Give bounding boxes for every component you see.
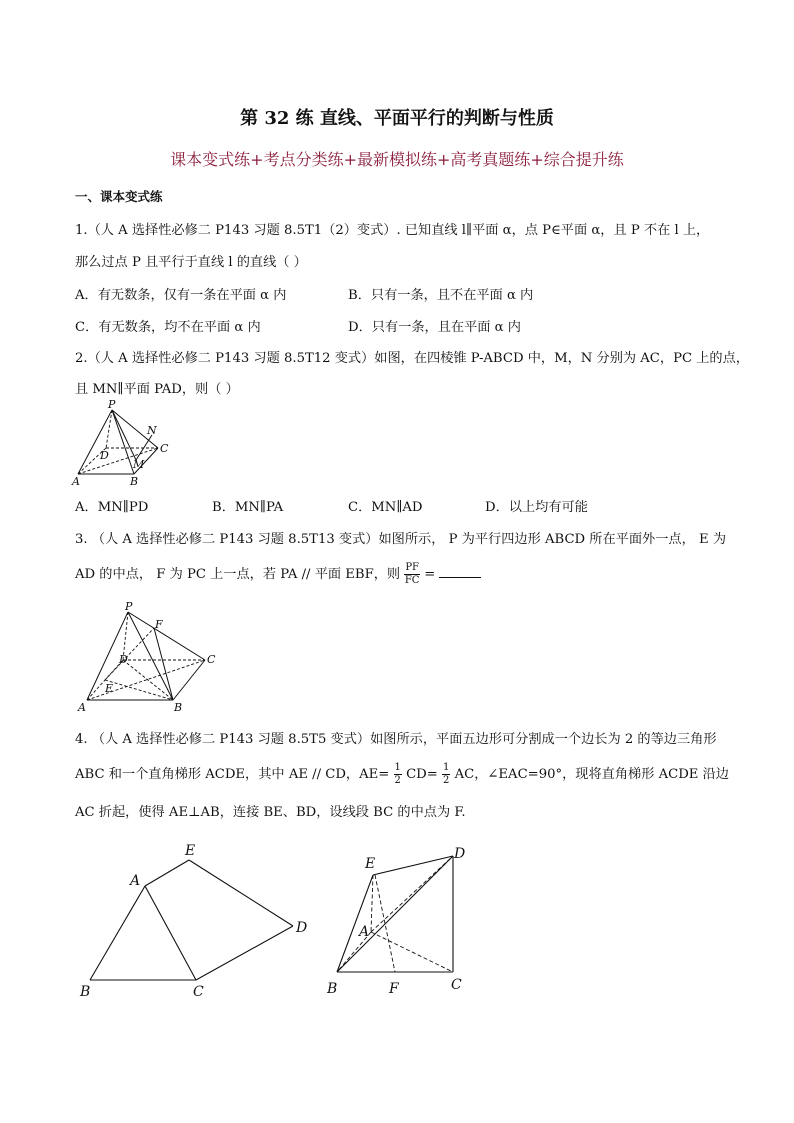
q4-fraction-2-denominator: 2 [443, 775, 450, 786]
q4-fraction-2 [442, 762, 450, 787]
q4-pentagon-figure [72, 838, 322, 1008]
q2-label-m: M [133, 458, 145, 471]
q4-fig2-label-c: C [451, 977, 462, 993]
q4-fig1-label-c: C [193, 984, 204, 1000]
q3-label-p: P [125, 600, 133, 613]
q1-option-d: D．只有一条，且在平面 α 内 [348, 320, 521, 335]
q3-label-f: F [155, 618, 163, 631]
q3-label-c: C [207, 653, 216, 666]
q2-option-a: A．MN∥PD [75, 500, 149, 515]
q4-fig2-label-e: E [365, 856, 376, 872]
q3-fraction [404, 562, 420, 587]
q2-label-n: N [147, 424, 157, 437]
q3-equals: = [424, 567, 436, 582]
q2-option-d: D．以上均有可能 [485, 500, 588, 515]
q3-label-e: E [105, 682, 114, 695]
q3-pyramid-figure [75, 600, 225, 715]
page-title: 第 32 练 直线、平面平行的判断与性质 [240, 108, 554, 129]
page-subtitle: 课本变式练+考点分类练+最新模拟练+高考真题练+综合提升练 [170, 150, 624, 169]
q2-label-p: P [108, 398, 116, 411]
q1-option-c: C．有无数条，均不在平面 α 内 [75, 320, 261, 335]
q4-fig1-label-d: D [296, 920, 308, 936]
q1-option-a: A．有无数条，仅有一条在平面 α 内 [75, 288, 287, 303]
q4-fig2-label-a: A [359, 924, 370, 940]
q2-option-c: C．MN∥AD [348, 500, 423, 515]
q2-label-a: A [72, 475, 80, 488]
q4-stem-line1: 4. （人 A 选择性必修二 P143 习题 8.5T5 变式）如图所示，平面五边形可分割成一个边长为 2 的等边三角形 [75, 732, 717, 747]
q2-stem-line1: 2.（人 A 选择性必修二 P143 习题 8.5T12 变式）如图，在四棱锥 P-ABCD 中，M，N 分别为 AC，PC 上的点， [75, 351, 749, 366]
q2-pyramid-figure [70, 398, 180, 488]
q3-label-b: B [174, 701, 183, 714]
q1-stem-line2: 那么过点 P 且平行于直线 l 的直线（ ） [75, 255, 307, 270]
q3-stem-line2 [75, 562, 481, 587]
q4-fraction-1-denominator: 2 [394, 775, 401, 786]
q4-folded-figure [325, 840, 485, 1010]
q2-option-b: B．MN∥PA [212, 500, 284, 515]
q4-fig2-label-f: F [389, 981, 399, 997]
q3-answer-blank[interactable] [439, 565, 481, 578]
q1-option-b: B．只有一条，且不在平面 α 内 [348, 288, 534, 303]
q4-fraction-2-numerator: 1 [443, 762, 450, 773]
q3-stem-line2-text: AD 的中点， F 为 PC 上一点，若 PA // 平面 EBF，则 [75, 567, 401, 582]
q1-stem-line1: 1.（人 A 选择性必修二 P143 习题 8.5T1（2）变式）. 已知直线 l∥平面 α，点 P∈平面 α，且 P 不在 l 上， [75, 223, 710, 238]
q4-stem-line2-c: AC，∠EAC=90°，现将直角梯形 ACDE 沿边 [454, 767, 729, 782]
q3-stem-line1: 3. （人 A 选择性必修二 P143 习题 8.5T13 变式）如图所示， P 为平行四边形 ABCD 所在平面外一点， E 为 [75, 532, 727, 547]
q4-fig2-label-d: D [454, 846, 466, 862]
q4-stem-line2-a: ABC 和一个直角梯形 ACDE，其中 AE // CD，AE= [75, 767, 390, 782]
q4-fig1-label-e: E [185, 843, 196, 859]
section-heading: 一、课本变式练 [75, 189, 163, 204]
q4-fig1-label-b: B [80, 984, 91, 1000]
q3-fraction-denominator: FC [404, 575, 420, 586]
q3-label-d: D [119, 653, 128, 666]
q3-fraction-numerator: PF [405, 562, 419, 573]
q2-stem-line2: 且 MN∥平面 PAD，则（ ） [75, 382, 239, 397]
q4-fraction-1 [394, 762, 402, 787]
q4-stem-line3: AC 折起，使得 AE⊥AB，连接 BE、BD，设线段 BC 的中点为 F. [75, 805, 466, 820]
q3-label-a: A [78, 701, 86, 714]
q4-fig1-label-a: A [130, 873, 141, 889]
q2-label-d: D [100, 449, 109, 462]
q4-fraction-1-numerator: 1 [394, 762, 401, 773]
q2-label-b: B [130, 475, 139, 488]
q2-label-c: C [160, 442, 169, 455]
q4-fig2-label-b: B [327, 981, 338, 997]
q4-stem-line2 [75, 762, 729, 787]
q4-stem-line2-b: CD= [406, 767, 438, 782]
